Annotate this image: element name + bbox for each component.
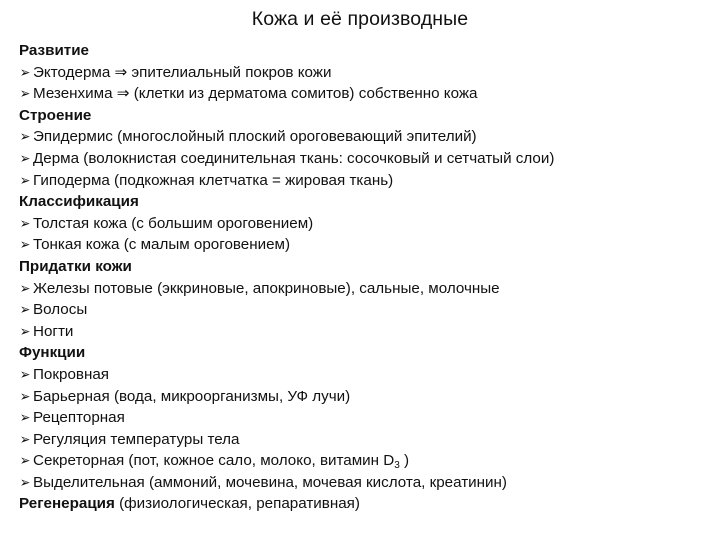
list-item [19, 148, 709, 170]
list-item [19, 278, 709, 300]
arrow-bullet-icon: ➢ [19, 301, 31, 318]
list-item [19, 234, 709, 256]
list-item-text: Барьерная (вода, микроорганизмы, УФ лучи) [33, 387, 351, 405]
arrow-bullet-icon: ➢ [19, 85, 31, 102]
arrow-bullet-icon: ➢ [19, 409, 31, 426]
list-item [19, 213, 709, 235]
list-item [19, 407, 709, 429]
list-item-text: Регуляция температуры тела [33, 430, 240, 448]
list-item [19, 170, 709, 192]
regeneration-detail: (физиологическая, репаративная) [114, 495, 360, 513]
list-item [19, 321, 709, 343]
list-item-text: Тонкая кожа (с малым ороговением) [33, 236, 291, 254]
list-item-text: Толстая кожа (с большим ороговением) [33, 214, 314, 232]
section-heading-classification: Классификация [19, 193, 139, 211]
list-item [19, 386, 709, 408]
list-item [19, 429, 709, 451]
arrow-bullet-icon: ➢ [19, 322, 31, 339]
list-item-text: Мезенхима ⇒ (клетки из дерматома сомитов) собственно кожа [33, 85, 478, 103]
arrow-bullet-icon: ➢ [19, 365, 31, 382]
arrow-bullet-icon: ➢ [19, 214, 31, 231]
list-item [19, 472, 709, 494]
arrow-bullet-icon: ➢ [19, 473, 31, 490]
list-item [19, 299, 709, 321]
arrow-bullet-icon: ➢ [19, 236, 31, 253]
list-item [19, 126, 709, 148]
section-heading-development: Развитие [19, 42, 90, 59]
list-item-text: Покровная [33, 365, 110, 383]
list-item-text: Эпидермис (многослойный плоский ороговевающий эпителий) [33, 128, 477, 146]
section-heading-appendages: Придатки кожи [19, 257, 132, 275]
arrow-bullet-icon: ➢ [19, 149, 31, 166]
list-item-text: Выделительная (аммоний, мочевина, мочевая кислота, креатинин) [33, 473, 507, 491]
arrow-bullet-icon: ➢ [19, 128, 31, 145]
list-item-text: Секреторная (пот, кожное сало, молоко, витамин D [33, 452, 395, 470]
regeneration-line [19, 493, 709, 515]
arrow-bullet-icon: ➢ [19, 171, 31, 188]
section-heading-structure: Строение [19, 106, 92, 124]
list-item [19, 364, 709, 386]
list-item-closing: ) [399, 452, 410, 470]
arrow-bullet-icon: ➢ [19, 430, 31, 447]
arrow-bullet-icon: ➢ [19, 63, 31, 80]
list-item-text: Железы потовые (эккриновые, апокриновые), сальные, молочные [33, 279, 500, 297]
list-item [19, 450, 709, 472]
list-item-text: Дерма (волокнистая соединительная ткань: сосочковый и сетчатый слои) [33, 149, 555, 167]
list-item-text: Волосы [33, 301, 88, 319]
list-item-text: Рецепторная [33, 409, 125, 427]
section-heading-regeneration: Регенерация [19, 495, 115, 513]
list-item-text: Гиподерма (подкожная клетчатка = жировая ткань) [33, 171, 394, 189]
list-item-text: Ногти [33, 322, 74, 340]
section-heading-functions: Функции [19, 344, 86, 362]
arrow-bullet-icon: ➢ [19, 279, 31, 296]
arrow-bullet-icon: ➢ [19, 387, 31, 404]
vitamin-subscript: 3 [394, 460, 400, 472]
arrow-bullet-icon: ➢ [19, 452, 31, 469]
slide-content [19, 40, 709, 515]
list-item [19, 62, 709, 84]
slide-title: Кожа и её производные [251, 8, 469, 30]
list-item-text: Эктодерма ⇒ эпителиальный покров кожи [33, 63, 332, 81]
list-item [19, 83, 709, 105]
